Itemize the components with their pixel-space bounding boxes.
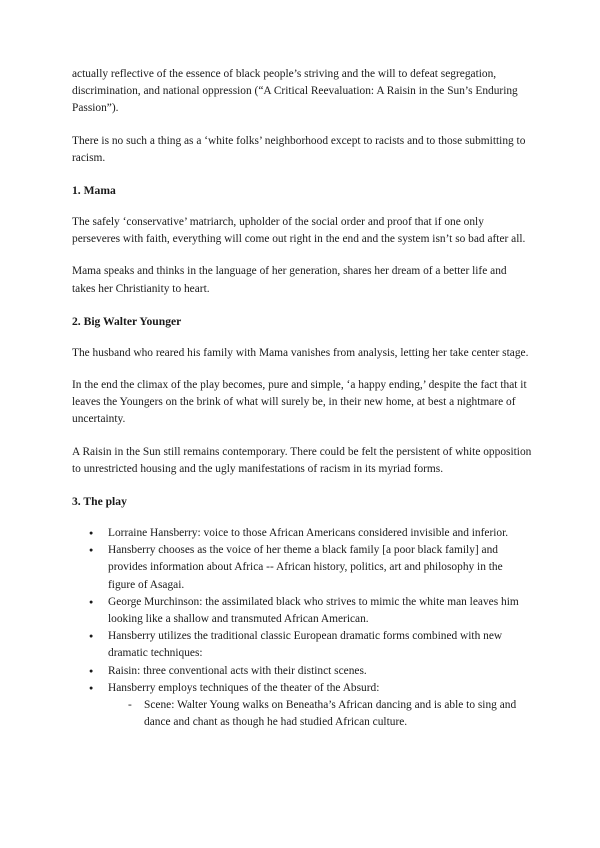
list-item: ● Hansberry utilizes the traditional classic European dramatic forms combined with new dramatic techniques: xyxy=(72,628,532,662)
intro-paragraph-2: There is no such a thing as a ‘white folks’ neighborhood except to racists and to those submitting to racism. xyxy=(72,134,526,164)
list-item-label: Hansberry employs techniques of the theater of the Absurd: xyxy=(108,681,380,694)
list-item: ● Raisin: three conventional acts with their distinct scenes. xyxy=(72,663,532,680)
walter-paragraph-1: The husband who reared his family with Mama vanishes from analysis, letting her take center stage. xyxy=(72,346,529,359)
sub-bullet-list xyxy=(108,697,532,731)
list-item: ● Hansberry chooses as the voice of her theme a black family [a poor black family] and provides information about Africa -- African history, politics, art and philosophy in the figure of Asagai. xyxy=(72,542,532,594)
mama-paragraph-2: Mama speaks and thinks in the language of her generation, shares her dream of a better life and takes her Christianity to heart. xyxy=(72,265,507,295)
heading-mama: 1. Mama xyxy=(72,184,116,198)
intro-paragraph-1: actually reflective of the essence of black people’s striving and the will to defeat segregation, discrimination, and national oppression (“A Critical Reevaluation: A Raisin in the Sun’s Enduring Passion”). xyxy=(72,68,518,115)
list-item: ● Lorraine Hansberry: voice to those African Americans considered invisible and inferior. xyxy=(72,525,532,542)
heading-big-walter: 2. Big Walter Younger xyxy=(72,314,182,328)
heading-the-play: 3. The play xyxy=(72,495,127,509)
document-page xyxy=(72,66,532,731)
play-bullet-list xyxy=(72,525,532,731)
walter-paragraph-3: A Raisin in the Sun still remains contemporary. There could be felt the persistent of white opposition to unrestricted housing and the ugly manifestations of racism in its myriad forms. xyxy=(72,445,532,475)
list-item: ● George Murchinson: the assimilated black who strives to mimic the white man leaves him looking like a shallow and transmuted African American. xyxy=(72,594,532,628)
sub-list-item: - Scene: Walter Young walks on Beneatha’s African dancing and is able to sing and dance and chant as though he had studied African culture. xyxy=(108,697,532,731)
mama-paragraph-1: The safely ‘conservative’ matriarch, upholder of the social order and proof that if one only perseveres with faith, everything will come out right in the end and the system isn’t so bad after all. xyxy=(72,216,526,246)
walter-paragraph-2: In the end the climax of the play becomes, pure and simple, ‘a happy ending,’ despite the fact that it leaves the Youngers on the brink of what will surely be, in their new home, at best a nightmare of uncertainty. xyxy=(72,379,527,426)
list-item-absurd xyxy=(72,680,532,732)
